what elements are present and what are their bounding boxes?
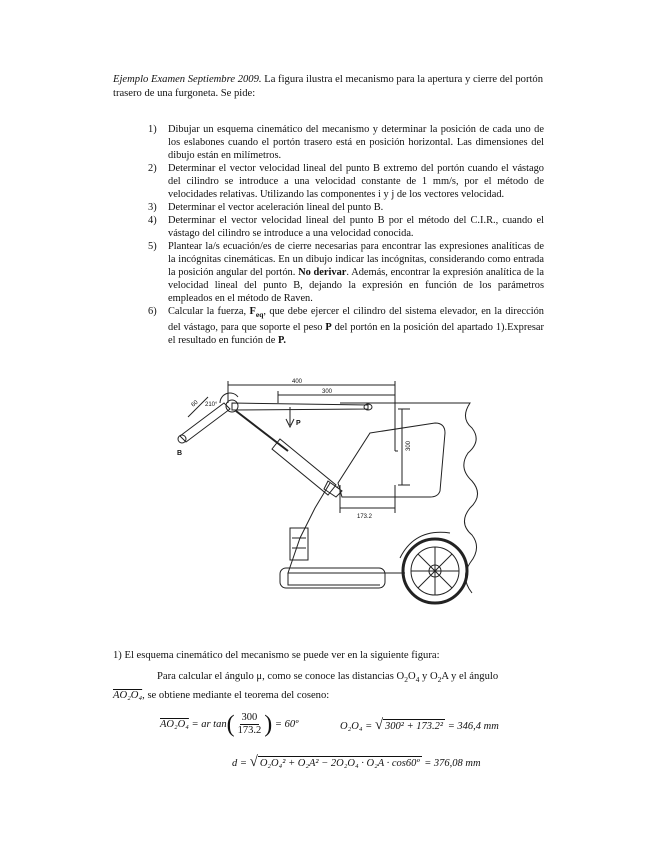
para-sub: 2: [404, 675, 408, 685]
list-item: [148, 162, 544, 201]
para-text: , se obtiene mediante el teorema del coseno:: [142, 690, 330, 702]
para-sub: 2: [437, 675, 442, 685]
list-item: [148, 240, 544, 305]
para-text: A y el ángulo: [441, 671, 499, 682]
intro-title: Ejemplo Examen Septiembre 2009.: [113, 74, 262, 85]
eq3-result: = 376,08 mm: [421, 758, 481, 769]
eq1-lhs: AO₂O₄: [160, 718, 189, 730]
angle-label: 210°: [205, 402, 218, 408]
item-text: Determinar el vector velocidad lineal del punto B extremo del portón cuando el vástago del cilindro se introduce a una velocidad constante de 1 mm/s, por el método de velocidades relativas. Utilizando las componentes i y j de los vectores velocidad.: [168, 163, 544, 200]
item-text: Determinar el vector aceleración lineal del punto B.: [168, 202, 384, 213]
eq1-fraction: [236, 712, 264, 737]
item-text: , que debe ejercer el cilindro del sistema elevador, en la dirección del vástago, para que soporte el peso: [168, 306, 544, 334]
eq2-result: = 346,4 mm: [445, 721, 499, 732]
weight-symbol: P: [325, 322, 332, 334]
eq1-operator: = ar tan: [188, 718, 227, 730]
mechanism-figure: [160, 373, 510, 613]
question-list: [148, 123, 544, 347]
rear-window: [338, 423, 445, 497]
section-paragraph: [113, 669, 545, 704]
dim-1732-label: 173.2: [357, 514, 373, 520]
item-text: Calcular la fuerza,: [168, 306, 250, 317]
para-sub: 4: [415, 675, 420, 685]
list-item: [148, 201, 544, 214]
equation-angle: AO₂O₄ = ar tan( $\frac{300}{173.2}$ ) = 60º: [160, 711, 299, 738]
eq1-result: = 60º: [272, 718, 299, 730]
top-link: [232, 403, 368, 410]
cylinder-rod: [236, 411, 288, 451]
eq3-lhs: d =: [232, 758, 250, 769]
eq1-denominator: 173.2: [237, 725, 262, 736]
eq2-radicand: 300² + 173.2²: [385, 721, 444, 732]
item-number: 2): [148, 163, 157, 174]
eq2-lhs: O₂O₄ =: [340, 721, 375, 732]
item-text: . Además, encontrar la expresión analítica de la velocidad lineal del punto B, dejando la expresión en función de los parámetros empleados en el método de Raven.: [168, 267, 544, 304]
section-heading: 1) El esquema cinemático del mecanismo se puede ver en la siguiente figura:: [113, 650, 440, 661]
item-number: 6): [148, 306, 157, 317]
dim-400-label: 400: [292, 379, 303, 385]
point-b-label: B: [177, 450, 183, 457]
dim-300-side-label: 300: [406, 440, 412, 451]
angle-symbol: AO₂O₄: [113, 690, 143, 702]
van-body-outline: [340, 403, 478, 593]
item-text: Determinar el vector velocidad lineal del punto B por el método del C.I.R., cuando el vástago del cilindro se introduce a una velocidad conocida.: [168, 215, 544, 239]
force-symbol: F: [249, 306, 256, 317]
para-text: O: [407, 671, 416, 682]
item-number: 3): [148, 202, 157, 213]
eq1-numerator: 300: [241, 712, 258, 723]
intro-paragraph: [113, 73, 543, 101]
cylinder-body: [272, 439, 336, 495]
equation-o2o4: O₂O₄ = √ 300² + 173.2² = 346,4 mm: [340, 717, 499, 733]
item-text: del portón en la posición del apartado 1).Expresar el resultado en función de: [168, 322, 545, 347]
weight-p-label: P: [296, 420, 301, 427]
para-text: Para calcular el ángulo μ, como se conoce las distancias O: [157, 671, 405, 682]
item-number: 4): [148, 215, 157, 226]
item-text: Plantear la/s ecuación/es de cierre necesarias para encontrar las expresiones analíticas de la incógnitas cinemáticas. En un dibujo indicar las incógnitas, considerando como entrada la posición angular del portón.: [168, 241, 544, 278]
item-number: 1): [148, 124, 157, 135]
item-bold-text: No derivar: [298, 267, 347, 278]
intro-text: La figura ilustra el mecanismo para la apertura y cierre del portón trasero de una furgoneta. Se pide:: [113, 74, 544, 99]
list-item: [148, 123, 544, 162]
gate-arm: [180, 403, 230, 442]
list-item: [148, 305, 544, 347]
eq3-radicand: O₂O₄² + O₂A² − 2O₂O₄ · O₂A · cos60º: [259, 758, 420, 769]
item-number: 5): [148, 241, 157, 252]
dim-300-top-label: 300: [322, 389, 333, 395]
weight-symbol: P.: [277, 335, 286, 347]
item-text: Dibujar un esquema cinemático del mecanismo y determinar la posición de cada uno de los eslabones cuando el portón trasero está en posición horizontal. Las dimensiones del dibujo están en milímetros.: [168, 124, 544, 161]
dim-60-label: 60: [190, 399, 200, 409]
list-item: [148, 214, 544, 240]
force-subscript: eq: [255, 310, 264, 320]
equation-distance: d = √ O₂O₄² + O₂A² − 2O₂O₄ · O₂A · cos60º = 376,08 mm: [232, 754, 481, 770]
para-text: y O: [419, 671, 438, 682]
